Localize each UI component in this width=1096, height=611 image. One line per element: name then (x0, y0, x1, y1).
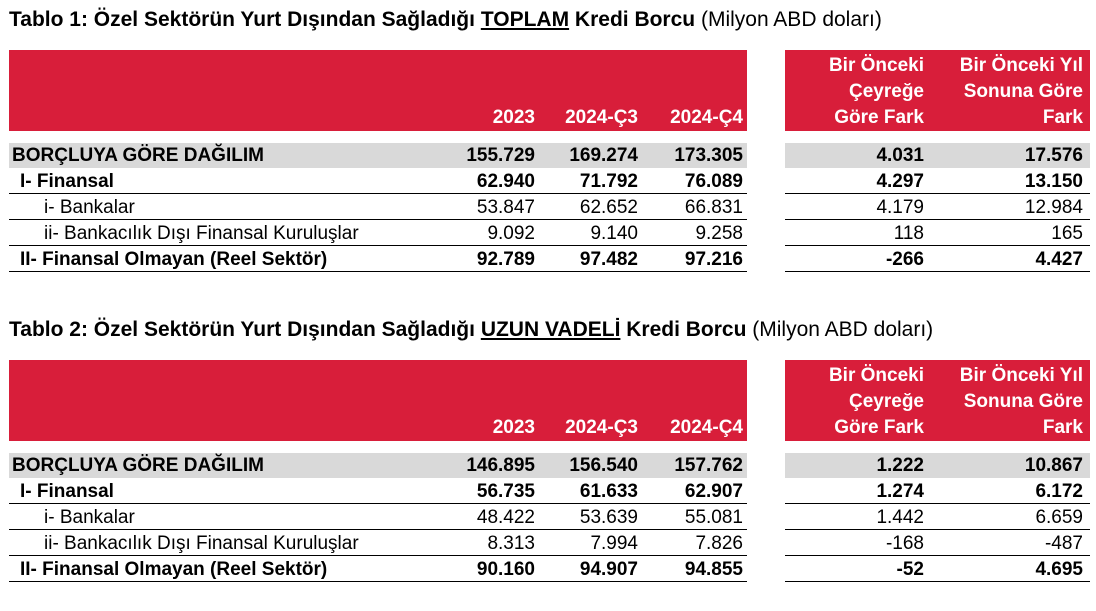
cell-year-diff: 4.427 (1035, 249, 1083, 270)
cell-2024-q3: 9.140 (590, 223, 638, 244)
cell-quarter-diff: 1.274 (876, 481, 924, 502)
col-header-2024-q4: 2024-Ç4 (670, 417, 743, 438)
title-emphasis: TOPLAM (480, 8, 570, 31)
col-header-quarter-diff-l1: Bir Önceki (828, 365, 924, 386)
cell-year-diff: 17.576 (1024, 145, 1083, 166)
col-header-2024-q4: 2024-Ç4 (670, 107, 743, 128)
cell-2023: 53.847 (476, 197, 535, 218)
row-label: ii- Bankacılık Dışı Finansal Kuruluşlar (44, 223, 359, 244)
cell-2024-q4: 62.907 (684, 481, 743, 502)
col-header-year-diff-l1: Bir Önceki Yıl (959, 365, 1083, 386)
cell-quarter-diff: 1.442 (876, 507, 924, 528)
table-row (0, 505, 1096, 530)
table-row (0, 195, 1096, 220)
header-band-left (9, 50, 747, 131)
cell-quarter-diff: -52 (896, 559, 924, 580)
cell-2023: 92.789 (476, 249, 535, 270)
cell-2023: 48.422 (476, 507, 535, 528)
cell-2024-q3: 97.482 (579, 249, 638, 270)
cell-2023: 8.313 (487, 533, 535, 554)
header-band-right (785, 360, 1090, 441)
col-header-year-diff-l1: Bir Önceki Yıl (959, 55, 1083, 76)
table-title (9, 7, 882, 33)
table-row (0, 531, 1096, 556)
cell-2024-q4: 55.081 (684, 507, 743, 528)
col-header-year-diff-l3: Fark (1042, 417, 1083, 438)
table-row (0, 143, 1096, 168)
col-header-quarter-diff-l1: Bir Önceki (828, 55, 924, 76)
title-unit: (Milyon ABD doları) (700, 8, 882, 31)
cell-2024-q4: 173.305 (674, 145, 743, 166)
cell-2023: 56.735 (476, 481, 535, 502)
cell-2024-q4: 97.216 (684, 249, 743, 270)
cell-2024-q4: 9.258 (695, 223, 743, 244)
row-label: BORÇLUYA GÖRE DAĞILIM (12, 145, 264, 166)
cell-quarter-diff: 4.179 (876, 197, 924, 218)
col-header-2023: 2023 (492, 107, 535, 128)
cell-2024-q3: 61.633 (579, 481, 638, 502)
row-label: II- Finansal Olmayan (Reel Sektör) (20, 559, 328, 580)
cell-year-diff: 6.172 (1035, 481, 1083, 502)
cell-quarter-diff: 118 (893, 223, 924, 244)
cell-year-diff: -487 (1044, 533, 1083, 554)
row-label: i- Bankalar (44, 197, 135, 218)
row-label: ii- Bankacılık Dışı Finansal Kuruluşlar (44, 533, 359, 554)
cell-2023: 146.895 (466, 455, 535, 476)
cell-2024-q3: 169.274 (569, 145, 638, 166)
row-label: I- Finansal (20, 171, 114, 192)
cell-quarter-diff: 1.222 (876, 455, 924, 476)
col-header-2024-q3: 2024-Ç3 (565, 417, 638, 438)
col-header-quarter-diff-l2: Çeyreğe (849, 81, 924, 102)
cell-2024-q3: 71.792 (579, 171, 638, 192)
cell-2024-q3: 156.540 (569, 455, 638, 476)
cell-year-diff: 4.695 (1035, 559, 1083, 580)
col-header-quarter-diff-l3: Göre Fark (834, 107, 924, 128)
col-header-2023: 2023 (492, 417, 535, 438)
cell-2024-q4: 66.831 (684, 197, 743, 218)
cell-2024-q4: 76.089 (684, 171, 743, 192)
table-row (0, 247, 1096, 272)
row-label: i- Bankalar (44, 507, 135, 528)
cell-2023: 62.940 (476, 171, 535, 192)
table-row (0, 557, 1096, 582)
cell-quarter-diff: 4.297 (876, 171, 924, 192)
cell-year-diff: 165 (1051, 223, 1083, 244)
cell-2024-q4: 157.762 (674, 455, 743, 476)
cell-quarter-diff: 4.031 (876, 145, 924, 166)
cell-2023: 155.729 (466, 145, 535, 166)
cell-2023: 9.092 (487, 223, 535, 244)
row-label: BORÇLUYA GÖRE DAĞILIM (12, 455, 264, 476)
title-unit: (Milyon ABD doları) (752, 318, 934, 341)
table-title (9, 317, 933, 343)
title-emphasis: UZUN VADELİ (480, 318, 621, 341)
cell-year-diff: 10.867 (1024, 455, 1083, 476)
title-suffix: Kredi Borcu (620, 318, 753, 341)
col-header-quarter-diff-l3: Göre Fark (834, 417, 924, 438)
cell-quarter-diff: -266 (885, 249, 924, 270)
row-label: II- Finansal Olmayan (Reel Sektör) (20, 249, 328, 270)
cell-2023: 90.160 (476, 559, 535, 580)
title-suffix: Kredi Borcu (569, 8, 701, 31)
cell-2024-q3: 62.652 (579, 197, 638, 218)
header-band-left (9, 360, 747, 441)
cell-2024-q3: 7.994 (590, 533, 638, 554)
table-row (0, 221, 1096, 246)
table-row (0, 169, 1096, 194)
cell-2024-q3: 94.907 (579, 559, 638, 580)
title-prefix: Tablo 2: Özel Sektörün Yurt Dışından Sağladığı (9, 318, 481, 341)
col-header-year-diff-l3: Fark (1042, 107, 1083, 128)
col-header-year-diff-l2: Sonuna Göre (963, 391, 1083, 412)
row-label: I- Finansal (20, 481, 114, 502)
cell-year-diff: 6.659 (1035, 507, 1083, 528)
header-band-right (785, 50, 1090, 131)
cell-quarter-diff: -168 (885, 533, 924, 554)
cell-year-diff: 13.150 (1024, 171, 1083, 192)
table-row (0, 453, 1096, 478)
cell-2024-q4: 7.826 (695, 533, 743, 554)
cell-2024-q3: 53.639 (579, 507, 638, 528)
col-header-2024-q3: 2024-Ç3 (565, 107, 638, 128)
col-header-quarter-diff-l2: Çeyreğe (849, 391, 924, 412)
table-row (0, 479, 1096, 504)
cell-2024-q4: 94.855 (684, 559, 743, 580)
col-header-year-diff-l2: Sonuna Göre (963, 81, 1083, 102)
title-prefix: Tablo 1: Özel Sektörün Yurt Dışından Sağladığı (9, 8, 481, 31)
cell-year-diff: 12.984 (1024, 197, 1083, 218)
